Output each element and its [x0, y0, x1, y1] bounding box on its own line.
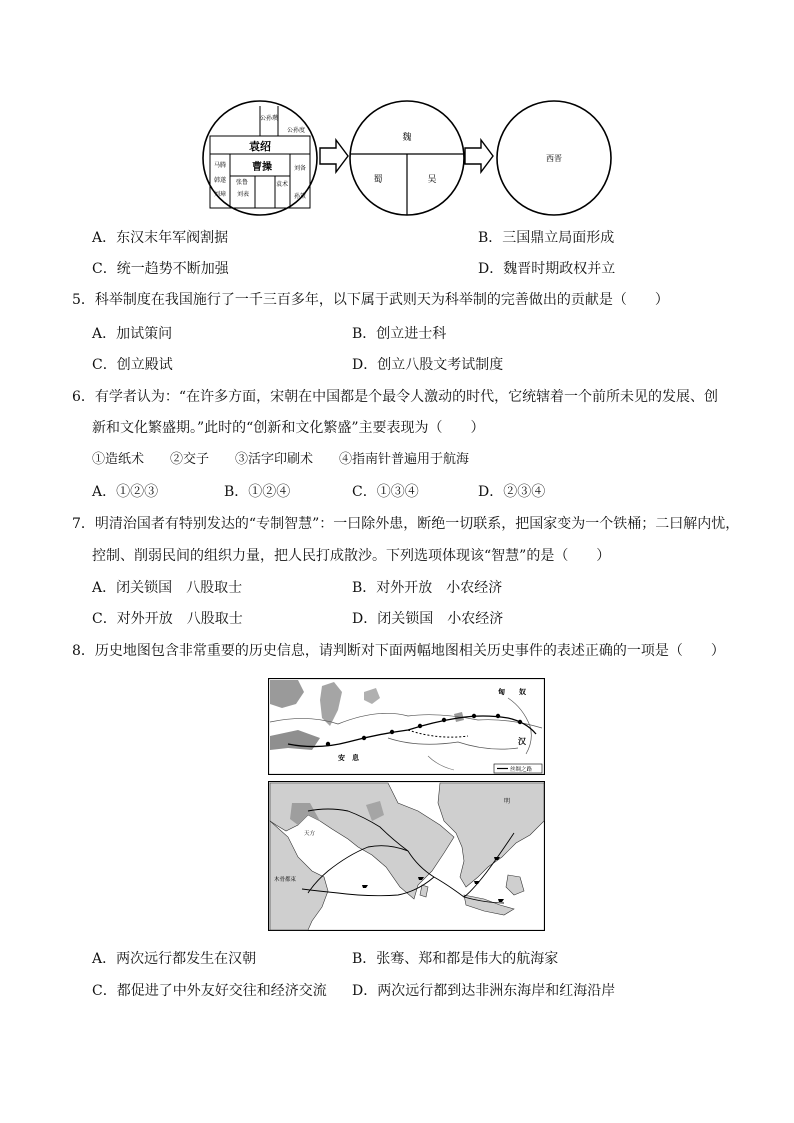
three-kingdoms-figure — [200, 98, 620, 220]
q5-option-a[interactable]: A．加试策问 — [92, 326, 173, 342]
yuanshao-label: 袁绍 — [249, 140, 271, 153]
shu-label: 蜀 — [373, 175, 383, 185]
q6-option-b[interactable]: B．①②④ — [224, 484, 291, 500]
liuzhang-label: 刘璋 — [213, 191, 227, 198]
q6-stem-line2: 新和文化繁盛期。”此时的“创新和文化繁盛”主要表现为（ ） — [92, 420, 485, 436]
ming-label: 明 — [504, 798, 511, 805]
hansui-label: 韩遂 — [213, 177, 227, 184]
q8-option-d[interactable]: D．两次远行都到达非洲东海岸和红海沿岸 — [352, 983, 616, 999]
q4-option-c[interactable]: C．统一趋势不断加强 — [92, 261, 229, 277]
mugudushu-label: 木骨都束 — [274, 877, 297, 883]
western-jin-circle — [497, 101, 611, 215]
three-kingdoms-circle — [350, 101, 464, 215]
q6-option-c[interactable]: C．①③④ — [352, 484, 419, 500]
q7-stem-line2: 控制、削弱民间的组织力量，把人民打成散沙。下列选项体现该“智慧”的是（ ） — [92, 548, 611, 564]
liubei-label: 刘备 — [293, 165, 307, 172]
q8-option-a[interactable]: A．两次远行都发生在汉朝 — [92, 951, 257, 967]
q4-option-d[interactable]: D．魏晋时期政权并立 — [478, 261, 616, 277]
q5-option-d[interactable]: D．创立八股文考试制度 — [352, 357, 504, 373]
wu-label: 吴 — [427, 175, 437, 185]
q8-option-b[interactable]: B．张骞、郑和都是伟大的航海家 — [352, 951, 559, 967]
map1-legend-label: 丝绸之路 — [510, 767, 533, 773]
q6-stem-line1: 6．有学者认为：“在许多方面，宋朝在中国都是个最令人激动的时代，它统辖着一个前所未见的发展、创 — [72, 389, 719, 405]
q4-option-a[interactable]: A．东汉末年军阀割据 — [92, 230, 229, 246]
q4-option-b[interactable]: B．三国鼎立局面形成 — [478, 230, 615, 246]
zhanglu-label: 张鲁 — [235, 179, 249, 186]
q5-option-c[interactable]: C．创立殿试 — [92, 357, 173, 373]
zheng-he-map — [268, 781, 545, 931]
yuanshu-label: 袁术 — [275, 181, 289, 188]
han-label: 汉 — [518, 736, 526, 746]
q7-option-b[interactable]: B．对外开放 小农经济 — [352, 580, 503, 596]
arrow-right-icon — [320, 140, 348, 172]
q7-stem-line1: 7．明清治国者有特别发达的“专制智慧”：一曰除外患，断绝一切联系，把国家变为一个铁桶；二曰解内忧， — [72, 516, 740, 532]
liubiao-label: 刘表 — [236, 191, 250, 198]
mateng-label: 马腾 — [213, 162, 227, 169]
q7-option-c[interactable]: C．对外开放 八股取士 — [92, 611, 243, 627]
anxi-label: 安 息 — [338, 753, 359, 762]
wei-label: 魏 — [402, 133, 412, 143]
q6-option-a[interactable]: A．①②③ — [92, 484, 159, 500]
q8-stem: 8．历史地图包含非常重要的历史信息，请判断对下面两幅地图相关历史事件的表述正确的一项是（ ） — [72, 643, 725, 659]
xiongnu-label: 匈 奴 — [498, 687, 526, 696]
q5-stem: 5．科举制度在我国施行了一千三百多年，以下属于武则天为科举制的完善做出的贡献是（ ） — [72, 292, 669, 308]
xijin-label: 西晋 — [546, 154, 562, 163]
q7-option-d[interactable]: D．闭关锁国 小农经济 — [352, 611, 504, 627]
sunce-label: 孙策 — [293, 193, 307, 200]
silk-road-map — [268, 678, 545, 775]
tianfang-label: 天方 — [304, 831, 316, 837]
q7-option-a[interactable]: A．闭关锁国 八股取士 — [92, 580, 243, 596]
q5-option-b[interactable]: B．创立进士科 — [352, 326, 447, 342]
gongsundu-label: 公孙度 — [286, 127, 306, 134]
caocao-label: 曹操 — [252, 162, 272, 173]
q8-option-c[interactable]: C．都促进了中外友好交往和经济交流 — [92, 983, 327, 999]
warlords-circle — [203, 101, 317, 215]
arrow-right-icon — [465, 140, 493, 172]
gongsunzan-label: 公孙瓒 — [259, 115, 279, 122]
q6-items: ①造纸术 ②交子 ③活字印刷术 ④指南针普遍用于航海 — [92, 452, 470, 467]
q6-option-d[interactable]: D．②③④ — [478, 484, 546, 500]
